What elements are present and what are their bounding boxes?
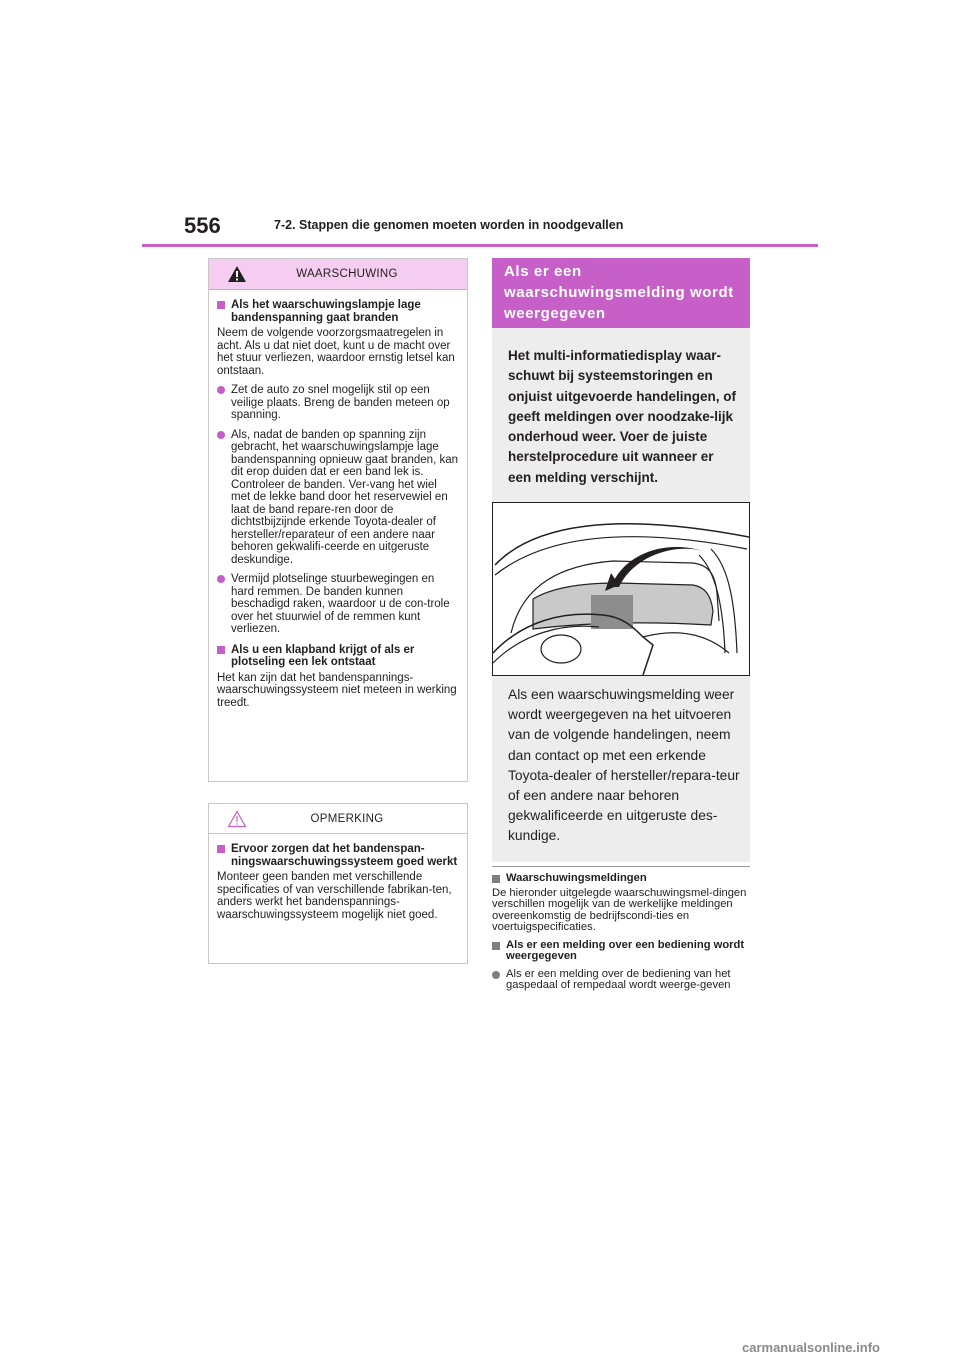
round-bullet-icon <box>217 575 225 583</box>
square-bullet-icon <box>217 301 225 309</box>
intro-text: Het multi-informatiedisplay waar-schuwt bij systeemstoringen en onjuist uitgevoerde handelingen, of geeft meldingen over noodzake-lijk onderhoud weer. Voer de juiste herstelprocedure uit wanneer er een melding verschijnt. <box>508 348 737 485</box>
square-bullet-icon <box>217 845 225 853</box>
note-box <box>208 803 468 964</box>
note-heading: Ervoor zorgen dat het bandenspan-ningswaarschuwingssysteem goed werkt <box>217 843 458 868</box>
caution-triangle-icon <box>227 810 247 831</box>
note-box-header <box>209 804 467 834</box>
warning-triangle-icon <box>227 265 247 286</box>
warning-section1-heading: Als het waarschuwingslampje lage bandenspanning gaat branden <box>217 299 458 324</box>
square-bullet-icon <box>492 875 500 883</box>
round-bullet-icon <box>492 971 500 979</box>
warning-box-header <box>209 259 467 290</box>
operation-message-heading: Als er een melding over een bediening wordt weergegeven <box>492 940 754 963</box>
warning-section2-heading: Als u een klapband krijgt of als er plotseling een lek ontstaat <box>217 644 458 669</box>
warning-section2-text: Het kan zijn dat het bandenspannings-waarschuwingssysteem niet meteen in werking treedt. <box>217 671 457 709</box>
warning-bullet: Als, nadat de banden op spanning zijn gebracht, het waarschuwingslampje lage bandenspanning opnieuw gaat branden, kan dit erop duiden dat er een band lek is. Controleer de banden. Ver-vang het wiel met de lekke band door het reservewiel en laat de band repare-ren door de dichtstbijzijnde erkende Toyota-dealer of hersteller/reparateur of een andere naar behoren gekwalifi-ceerde en uitgeruste deskundige. <box>217 429 458 567</box>
square-bullet-icon <box>492 942 500 950</box>
warning-section1-text: Neem de volgende voorzorgsmaatregelen in acht. Als u dat niet doet, kunt u de macht over het stuur verliezen, waardoor ernstig letsel kan ontstaan. <box>217 327 455 377</box>
description-text: Als een waarschuwingsmelding weer wordt weergegeven na het uitvoeren van de volgende handelingen, neem dan contact op met een erkende Toyota-dealer of hersteller/repara-teur of een andere naar behoren gekwalificeerde en uitgeruste des-kundige. <box>508 687 740 844</box>
section-divider <box>492 866 750 867</box>
warning-box <box>208 258 468 782</box>
note-text: Monteer geen banden met verschillende specificaties of van verschillende fabrikan-ten, anders werkt het bandenspannings-waarschuwingssysteem mogelijk niet goed. <box>217 871 452 921</box>
round-bullet-icon <box>217 431 225 439</box>
header-rule <box>142 244 818 247</box>
footer-watermark: carmanualsonline.info <box>742 1340 880 1355</box>
dashboard-drawing <box>493 503 749 675</box>
section-header: Als er een waarschuwingsmelding wordt weergegeven <box>492 258 750 328</box>
messages-heading: Waarschuwingsmeldingen <box>492 873 754 885</box>
square-bullet-icon <box>217 646 225 654</box>
dashboard-illustration <box>492 502 750 676</box>
chapter-title: 7-2. Stappen die genomen moeten worden in noodgevallen <box>274 218 624 232</box>
note-title: OPMERKING <box>310 812 384 825</box>
messages-text: De hieronder uitgelegde waarschuwingsmel-dingen verschillen mogelijk van de werkelijke meldingen overeenkomstig de bedrijfscondi-ties en voertuigspecificaties. <box>492 886 747 933</box>
info-panel <box>492 328 750 862</box>
warning-bullet: Vermijd plotselinge stuurbewegingen en hard remmen. De banden kunnen beschadigd raken, waardoor u de con-trole over het stuurwiel of de remmen kunt verliezen. <box>217 573 458 636</box>
warning-bullet: Zet de auto zo snel mogelijk stil op een veilige plaats. Breng de banden meteen op spanning. <box>217 384 458 422</box>
operation-message-bullet: Als er een melding over de bediening van het gaspedaal of rempedaal wordt weerge-geven <box>492 969 754 992</box>
page-number: 556 <box>184 213 221 238</box>
warning-messages-section <box>492 873 754 992</box>
warning-title: WAARSCHUWING <box>296 268 398 280</box>
round-bullet-icon <box>217 386 225 394</box>
